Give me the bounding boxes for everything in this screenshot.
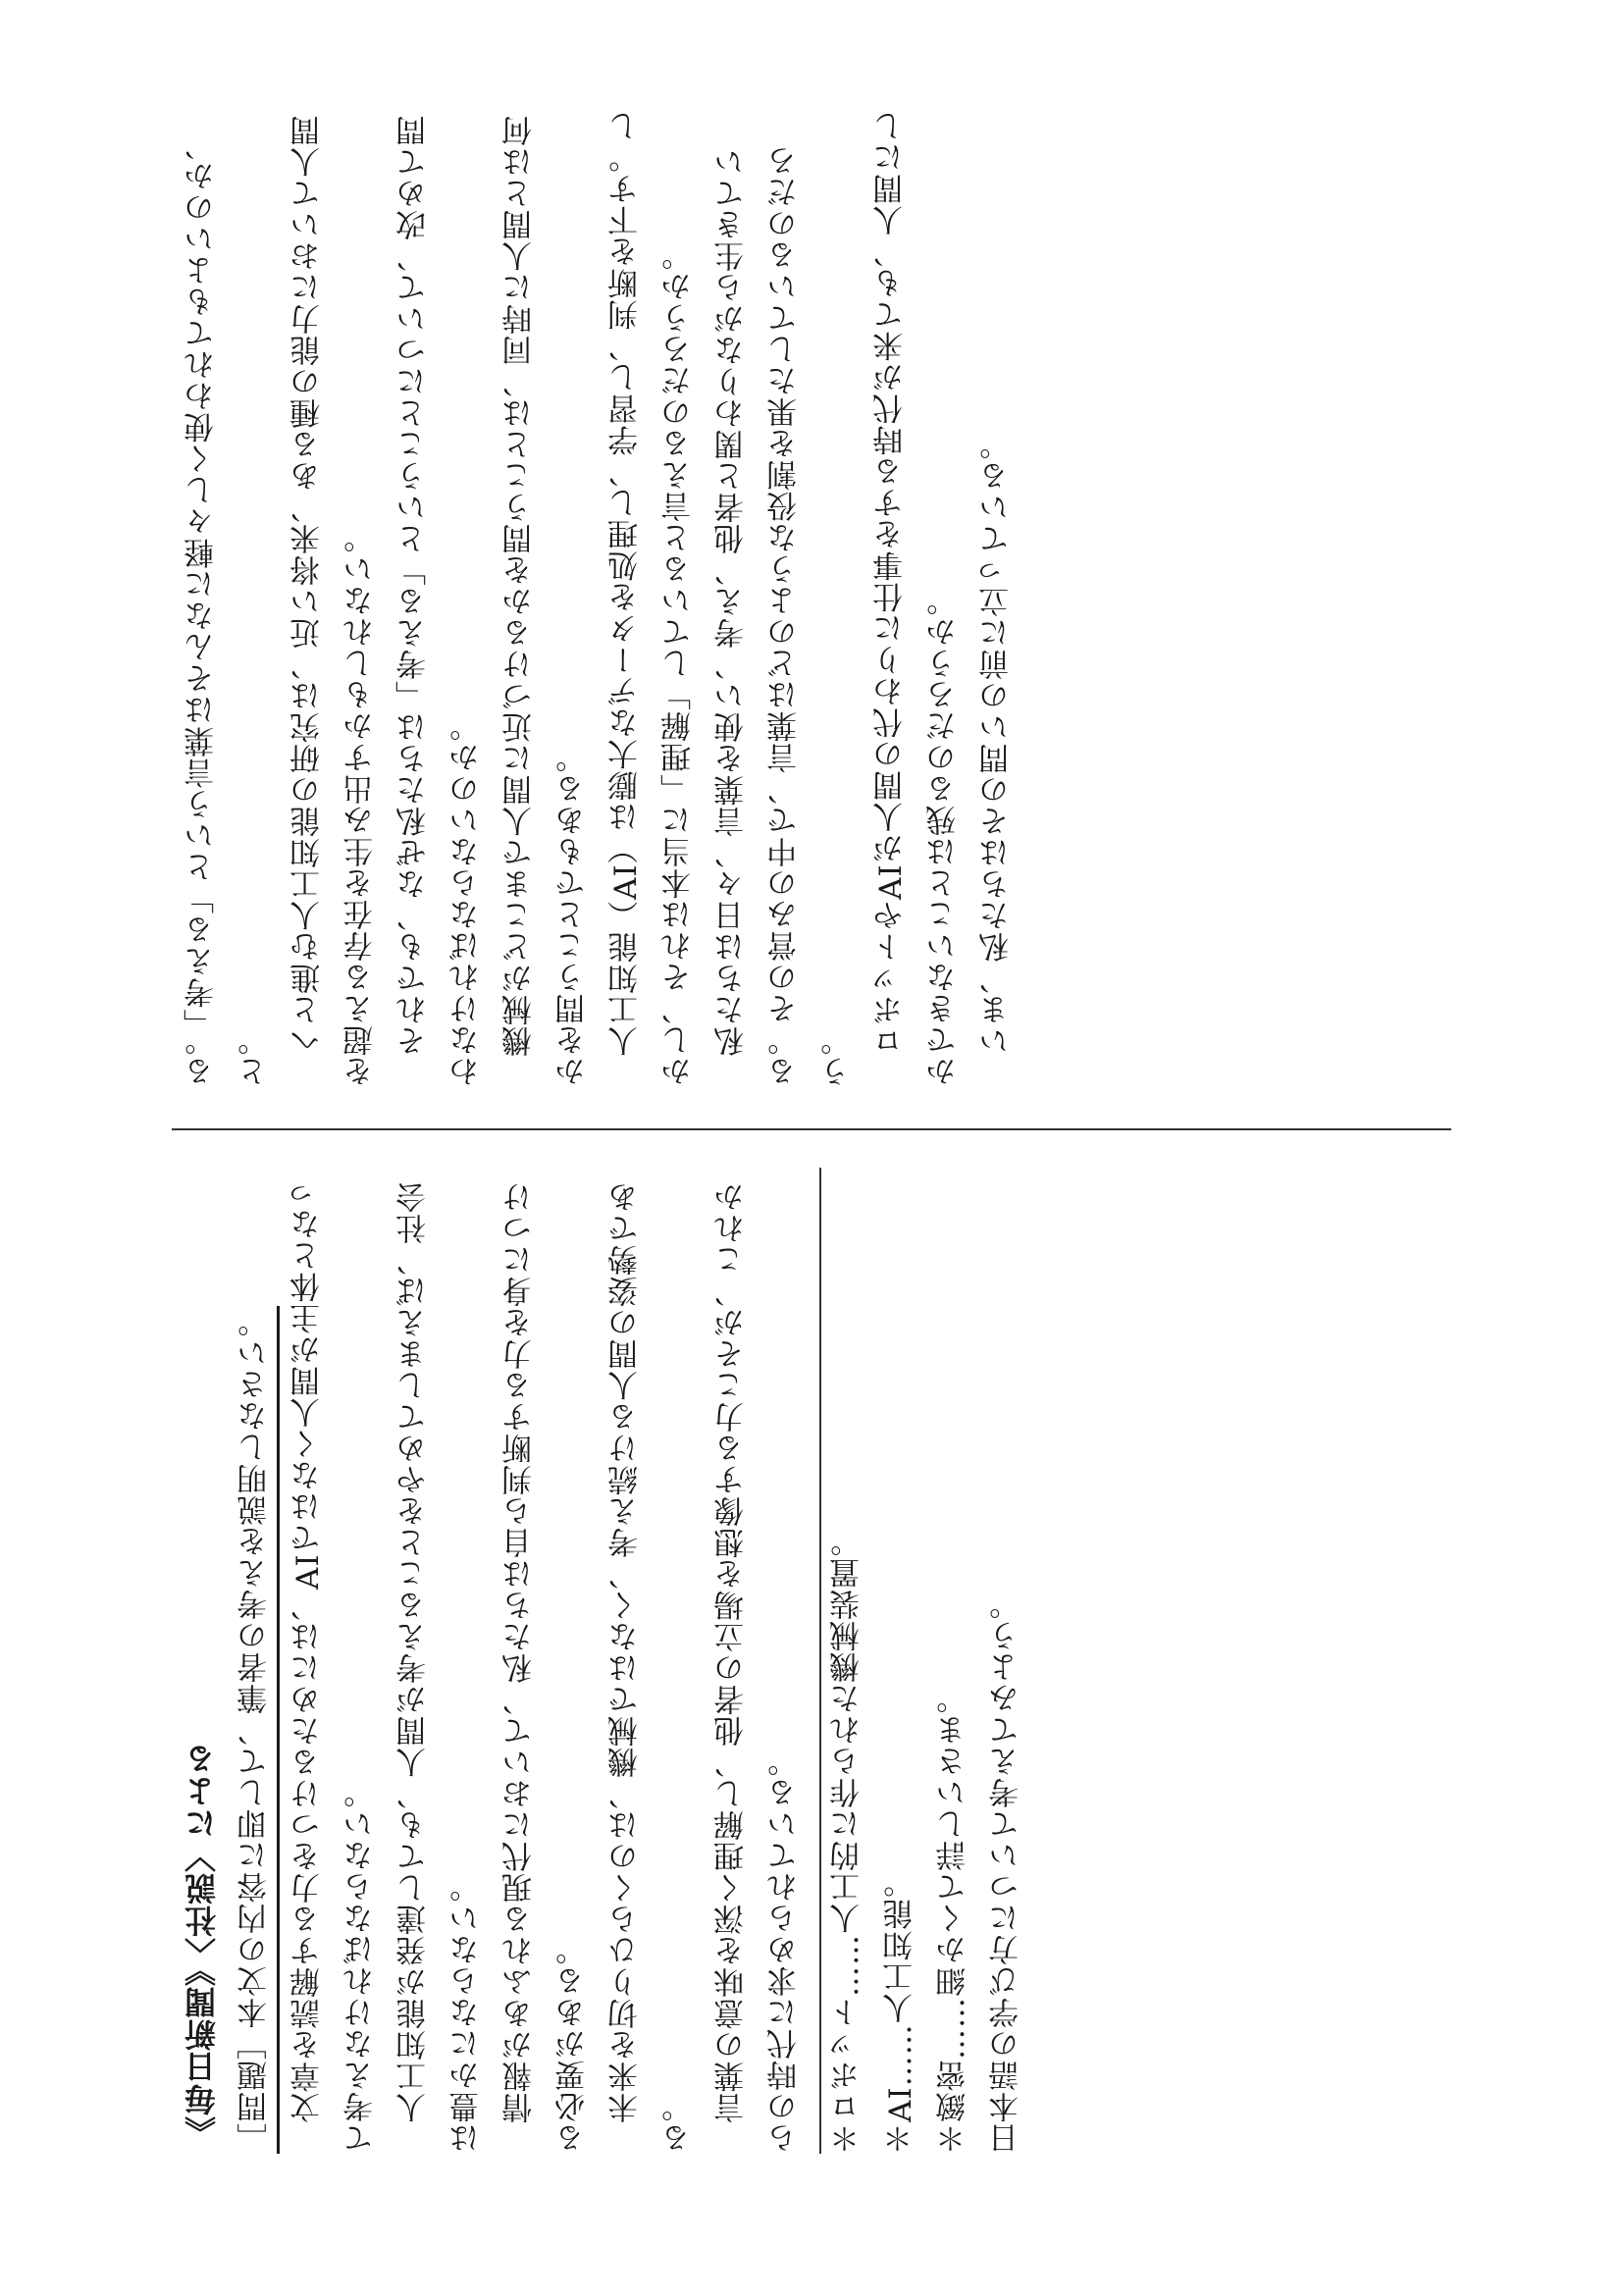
section-divider — [172, 1128, 1451, 1130]
footnote: ＊ロボット……人工的に作られた機械装置。 — [830, 1526, 865, 2154]
upper-text-column — [176, 96, 1451, 1087]
paragraph: 言葉の意味を深く理解し、他者の立場を想像する力こそが、これからの時代に求められている。 — [714, 1181, 803, 2154]
paragraph: る。「考える」という言葉はそんなに軽々しく使われてもよいのか、と。 — [184, 129, 273, 1087]
footnote: ＊AI……人工知能。 — [883, 1866, 918, 2154]
paragraph: 人工知能が発達しても、人間が考えることをやめてしまえば、社会は豊かにならない。 — [396, 1181, 485, 2154]
footer-text: 日本語の学び方について考えてみよう。 — [989, 1589, 1024, 2154]
paragraph: 人工知能（AI）は膨大なデータを処理し、学習し、判断を下す。しかし、それは本当に「理解」していると言えるのだろうか。 — [608, 110, 697, 1087]
paragraph: 機械がどこまで人間に近づけるかを問うことは、同時に人間とは何かを問うことでもある。 — [502, 115, 591, 1087]
question-headline: ［問題］本文の内容に即して、筆者の考えを説明しなさい。 — [237, 1306, 273, 2154]
paragraph: ロボットやAIが人間の代わりに仕事をする時代が来ても、人間にしかできないことは残るのだろうか。 — [873, 110, 962, 1087]
paragraph: 私たちは日々、言葉を使い、考え、他者と関わりながら生きている。その営みの中で、言葉はどのような役割を果たしているのだろう。 — [714, 145, 856, 1087]
paragraph: 文章を読解する力をつけるためには、AIではなく人間が主体となって考えなければならない。 — [290, 1176, 379, 2154]
footnotes — [819, 1168, 980, 2154]
paragraph: 情報があふれる現代において、私たちは自ら判断する力を身につける必要がある。 — [502, 1181, 591, 2154]
paragraph: へと進む人工知能の研究は、近い将来、ある種の能力において人間を超える存在を生み出すかもしれない。 — [290, 115, 379, 1087]
paragraph: それでも、なぜ私たちは「考える」ということについて、改めて問わなければならないのか。 — [396, 115, 485, 1087]
lower-text-column — [176, 1168, 1451, 2154]
paragraph: いま、私たちはその問いの前に立っている。 — [979, 429, 1015, 1057]
footnote: ＊緻密……細かくて詳しいさま。 — [936, 1683, 971, 2154]
paragraph: 未来を切りひらくのは、機械ではなく、考え続ける人間の姿勢である。 — [608, 1181, 697, 2154]
source-caption: 《毎日新聞》〈社説〉による — [183, 1743, 221, 2148]
